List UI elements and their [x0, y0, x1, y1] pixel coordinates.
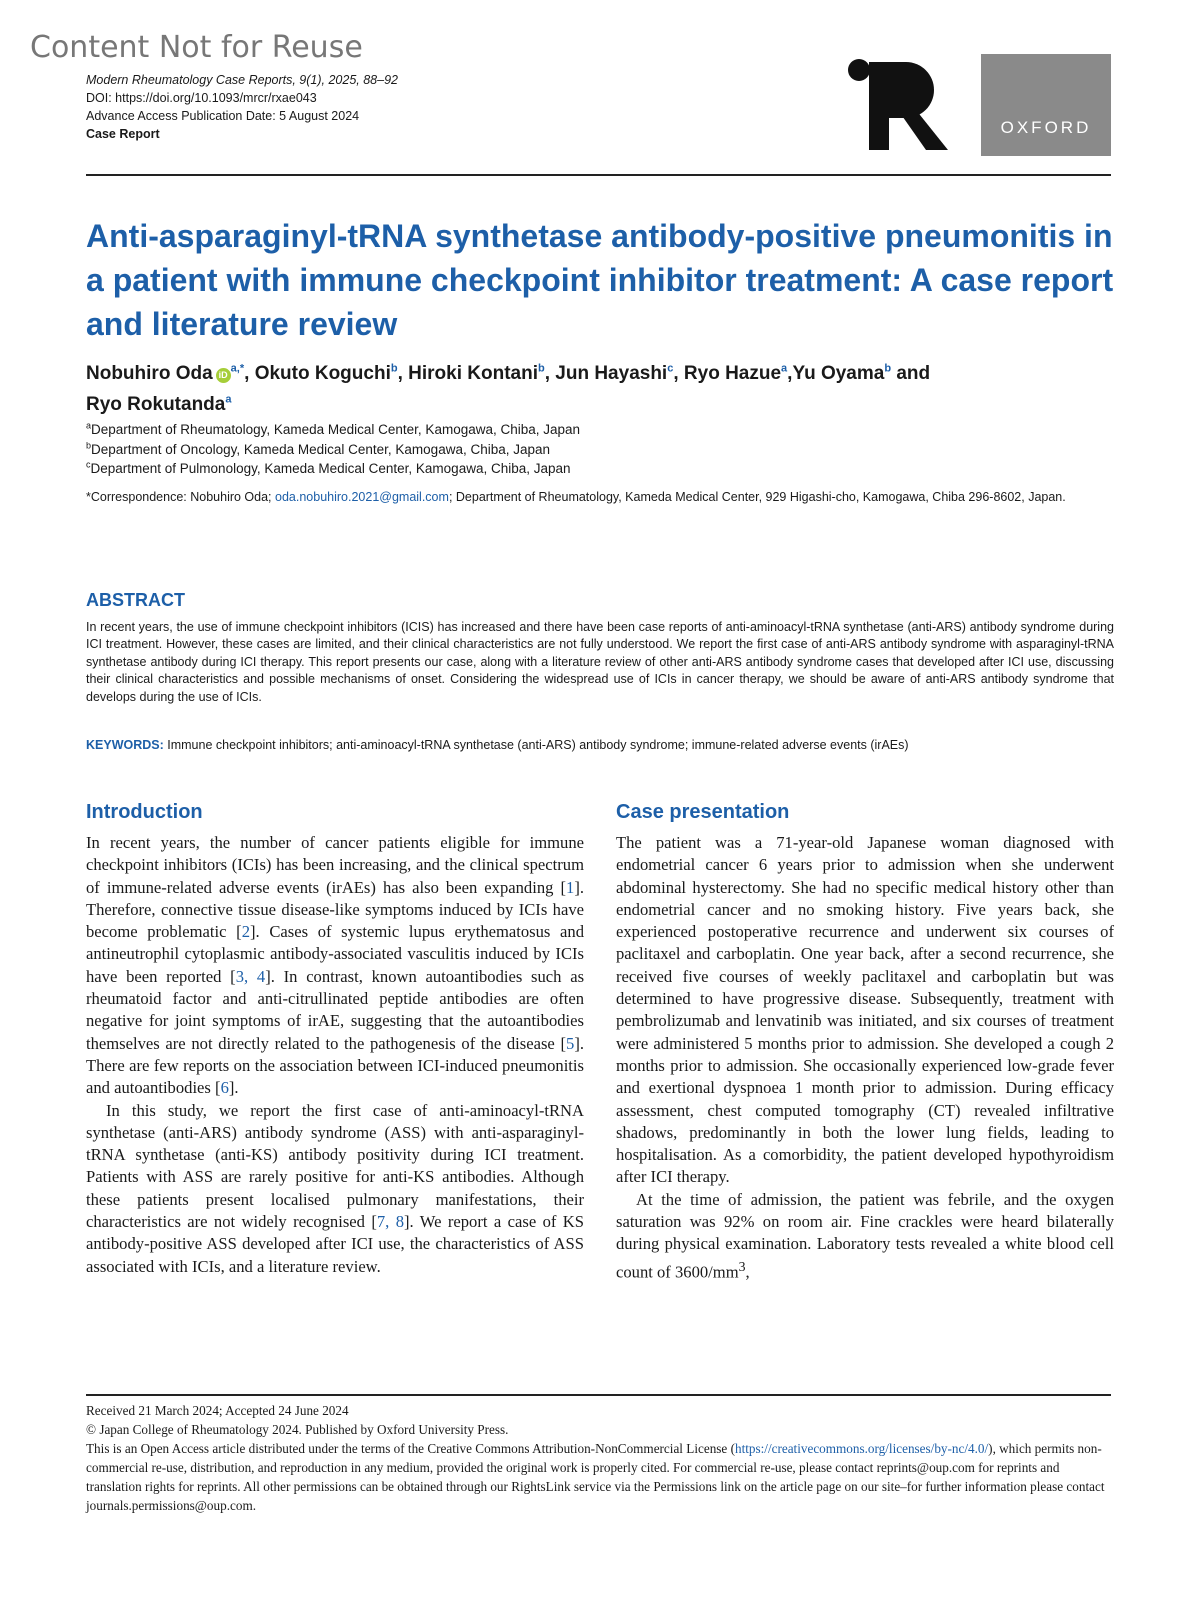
affiliation	[86, 440, 1116, 460]
reference-link[interactable]: 2	[241, 922, 250, 942]
affiliation-text: Department of Rheumatology, Kameda Medical Center, Kamogawa, Chiba, Japan	[91, 422, 581, 437]
paragraph-text: ].	[228, 1078, 239, 1098]
license-link[interactable]: https://creativecommons.org/licenses/by-nc/4.0/	[734, 1441, 989, 1456]
author-name[interactable]: Ryo Hazue	[683, 363, 782, 384]
author-sup: c	[667, 362, 674, 375]
article-title: Anti-asparaginyl-tRNA synthetase antibody-positive pneumonitis in a patient with immune checkpoint inhibitor treatment: A case report and literature review	[86, 218, 1114, 342]
author-sup: b	[537, 362, 545, 375]
header-divider	[86, 174, 1111, 176]
doi[interactable]: DOI: https://doi.org/10.1093/mrcr/rxae043	[86, 91, 317, 105]
author-sup: a,*	[230, 362, 245, 375]
case-paragraph-2	[616, 1189, 1114, 1284]
watermark: Content Not for Reuse	[30, 30, 363, 65]
reference-link[interactable]: 6	[220, 1078, 229, 1098]
affiliation	[86, 420, 1116, 440]
abstract-heading: ABSTRACT	[86, 590, 185, 610]
advance-access-date: Advance Access Publication Date: 5 August 2024	[86, 109, 360, 123]
introduction-heading: Introduction	[86, 801, 203, 823]
affiliation-sup: a	[86, 420, 92, 431]
keywords-label: KEYWORDS:	[86, 738, 164, 752]
footer-divider	[86, 1394, 1111, 1396]
oxford-logo-text: OXFORD	[1000, 118, 1092, 137]
keywords	[86, 737, 1114, 754]
received-dates: Received 21 March 2024; Accepted 24 June 2024	[86, 1403, 349, 1418]
paragraph-text: ]. There are few reports on the association between ICI-induced pneumonitis and autoantibodies [	[86, 1033, 584, 1098]
license	[86, 1439, 1114, 1515]
correspondence-prefix: *Correspondence: Nobuhiro Oda;	[86, 490, 276, 504]
paragraph-text: ]. We report a case of KS antibody-positive ASS developed after ICI use, the characteristics of ASS associated with ICIs, and a literature review.	[86, 1212, 584, 1276]
email-link[interactable]: oda.nobuhiro.2021@gmail.com	[275, 490, 449, 504]
correspondence	[86, 488, 1114, 507]
paragraph-text: In this study, we report the first case of anti-aminoacyl-tRNA synthetase (anti-ARS) antibody syndrome (ASS) with anti-asparaginyl-tRNA synthetase (anti-KS) antibody positivity during ICI treatment. Patients with ASS are rarely positive for anti-KS antibodies. Although these patients present localised pulmonary manifestations, their characteristics are not widely recognised [	[86, 1100, 584, 1232]
affiliations	[86, 420, 1116, 479]
reference-link[interactable]: 7, 8	[376, 1212, 405, 1232]
case-paragraph-1: The patient was a 71-year-old Japanese woman diagnosed with endometrial cancer 6 years prior to admission when she underwent abdominal hysterectomy. She had no specific medical history other than endometrial cancer and no smoking history. Five years back, she experienced postoperative recurrence and underwent six courses of paclitaxel and carboplatin. One year back, after a second recurrence, she received five courses of weekly paclitaxel and carboplatin but was determined to have progressive disease. Subsequently, treatment with pembrolizumab and lenvatinib was initiated, and six courses of treatment were administered 5 months prior to admission. She developed a cough 2 months prior to admission. She occasionally experienced low-grade fever and exertional dyspnoea 1 month prior to admission. During efficacy assessment, chest computed tomography (CT) revealed infiltrative shadows, predominantly in both the lower lung fields, leading to hospitalisation. As a comorbidity, the patient developed hypothyroidism after ICI therapy.	[616, 833, 1114, 1187]
author-sup: b	[390, 362, 398, 375]
oxford-logo	[981, 54, 1111, 156]
abstract-body: In recent years, the use of immune checkpoint inhibitors (ICIS) has increased and there have been case reports of anti-aminoacyl-tRNA synthetase (anti-ARS) antibody syndrome during ICI treatment. However, these cases are limited, and their clinical characteristics are not fully understood. We report the first case of anti-ARS antibody syndrome with asparaginyl-tRNA synthetase antibody during ICI therapy. This report presents our case, along with a literature review of other anti-ARS antibody syndrome cases that developed after ICI use, discussing their clinical characteristics and possible mechanisms of onset. Considering the widespread use of ICIs in cancer therapy, we should be aware of anti-ARS antibody syndrome that develops during the use of ICIs.	[86, 620, 1114, 704]
license-text: This is an Open Access article distributed under the terms of the Creative Commons Attribution-NonCommercial License (	[86, 1441, 735, 1456]
paragraph-text: ,	[745, 1262, 750, 1282]
case-presentation-heading: Case presentation	[616, 801, 790, 823]
reference-link[interactable]: 5	[566, 1033, 575, 1053]
intro-paragraph-1	[86, 832, 584, 1100]
intro-paragraph-2	[86, 1100, 584, 1278]
author-name[interactable]: Jun Hayashi	[555, 363, 668, 384]
article-type: Case Report	[86, 127, 160, 141]
author-list: Nobuhiro Oda $iD^{a,*}$, Okuto Koguchi$^b$, Hiroki Kontani$^b$, Jun Hayashi$^c$, Ryo Hazue$^a$,Yu Oyama$^b$ and Ryo Rokutanda$^a$	[86, 362, 931, 415]
correspondence-address: ; Department of Rheumatology, Kameda Medical Center, 929 Higashi-cho, Kamogawa, Chiba 296-8602, Japan.	[448, 490, 1066, 504]
paragraph-text: At the time of admission, the patient was febrile, and the oxygen saturation was 92% on room air. Fine crackles were heard bilaterally during physical examination. Laboratory tests revealed a white blood cell count of 3600/mm	[616, 1189, 1114, 1282]
paragraph-text: ]. Therefore, connective tissue disease-like symptoms induced by ICIs have become problematic [	[86, 877, 584, 942]
author-name[interactable]: Ryo Rokutanda	[86, 394, 226, 415]
author-sup: a	[781, 362, 788, 375]
article-meta	[86, 71, 398, 143]
reference-link[interactable]: 1	[566, 877, 575, 897]
author-name[interactable]: Yu Oyama	[792, 363, 885, 384]
keywords-text: Immune checkpoint inhibitors; anti-aminoacyl-tRNA synthetase (anti-ARS) antibody syndrome; immune-related adverse events (irAEs)	[163, 738, 909, 752]
author-sup: b	[884, 362, 892, 375]
author-name[interactable]: Hiroki Kontani	[408, 363, 538, 384]
orcid-icon[interactable]: iD	[216, 368, 231, 383]
superscript: 3	[738, 1258, 746, 1274]
author-and: and	[896, 363, 931, 384]
author-name[interactable]: Nobuhiro Oda	[86, 363, 213, 384]
reference-link[interactable]: 3, 4	[235, 966, 266, 986]
affiliation-sup: c	[86, 459, 91, 470]
case-presentation-column	[616, 800, 1114, 1283]
r-logo-icon	[848, 58, 948, 150]
paragraph-text: ]. Cases of systemic lupus erythematosus and antineutrophil cytoplasmic antibody-associated vasculitis induced by ICIs have been reported [	[86, 922, 584, 986]
affiliation	[86, 459, 1116, 479]
copyright: © Japan College of Rheumatology 2024. Published by Oxford University Press.	[86, 1422, 509, 1437]
paragraph-text: ]. In contrast, known autoantibodies such as rheumatoid factor and anti-citrullinated peptide antibodies are often negative for joint symptoms of irAE, suggesting that the autoantibodies themselves are not directly related to the pathogenesis of the disease [	[86, 966, 585, 1053]
paragraph-text: In recent years, the number of cancer patients eligible for immune checkpoint inhibitors (ICIs) has been increasing, and the clinical spectrum of immune-related adverse events (irAEs) has also been expanding [	[86, 833, 584, 897]
introduction-column	[86, 800, 584, 1278]
affiliation-text: Department of Pulmonology, Kameda Medical Center, Kamogawa, Chiba, Japan	[90, 461, 571, 476]
affiliation-text: Department of Oncology, Kameda Medical Center, Kamogawa, Chiba, Japan	[91, 441, 551, 457]
author-name[interactable]: Okuto Koguchi	[254, 363, 391, 384]
license-text: ), which permits non-commercial re-use, distribution, and reproduction in any medium, provided the original work is properly cited. For commercial re-use, please contact reprints@oup.com for reprints and translation rights for reprints. All other permissions can be obtained through our RightsLink service via the Permissions link on the article page on our site–for further information please contact journals.permissions@oup.com.	[86, 1441, 1105, 1513]
affiliation-sup: b	[86, 440, 92, 450]
journal-citation: Modern Rheumatology Case Reports, 9(1), 2025, 88–92	[86, 73, 398, 87]
article-footer	[86, 1401, 1114, 1515]
author-sup: a	[225, 393, 232, 406]
